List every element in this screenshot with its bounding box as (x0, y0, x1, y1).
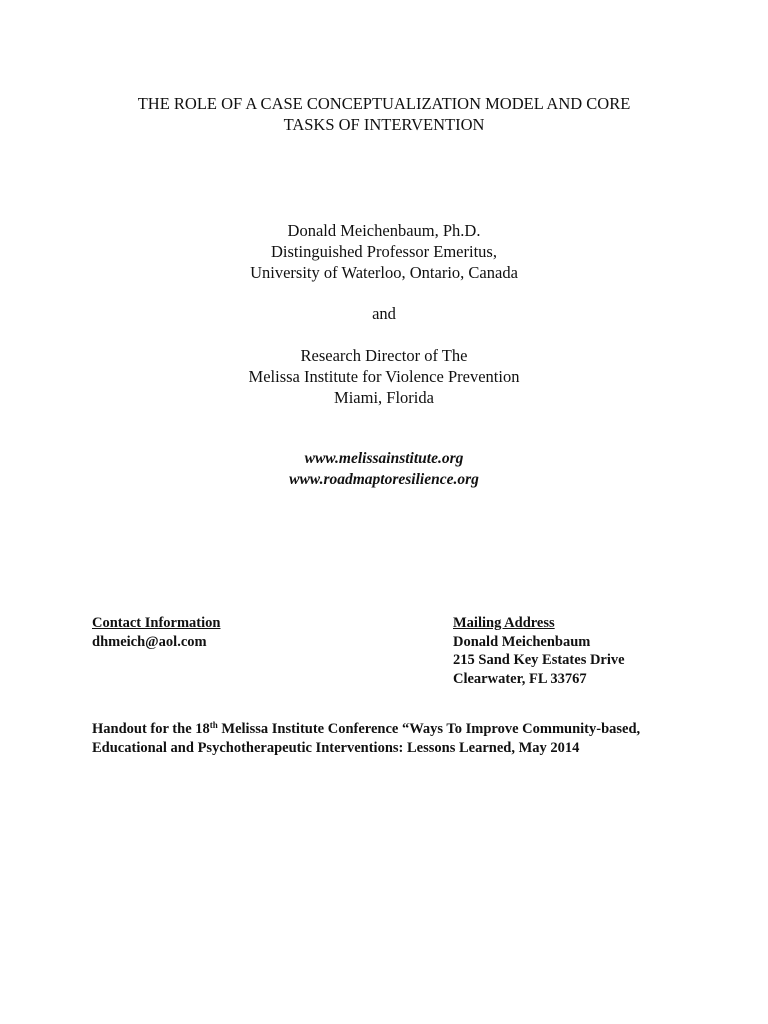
link-roadmap-to-resilience[interactable]: www.roadmaptoresilience.org (289, 471, 479, 488)
mailing-address (453, 614, 625, 688)
handout-line-1-rest: Melissa Institute Conference “Ways To Improve Community-based, (217, 721, 641, 737)
mailing-city: Clearwater, FL 33767 (453, 670, 587, 687)
handout-ordinal-suffix: th (209, 720, 218, 730)
institute-block (40, 345, 728, 408)
institute-name: Melissa Institute for Violence Prevention (248, 367, 520, 386)
author-block (40, 220, 728, 283)
mailing-street: 215 Sand Key Estates Drive (453, 652, 625, 668)
handout-line-1 (92, 720, 732, 739)
institute-location: Miami, Florida (334, 388, 434, 407)
website-links (40, 448, 728, 490)
title-line-2: TASKS OF INTERVENTION (283, 115, 485, 134)
institute-role: Research Director of The (300, 346, 468, 365)
contact-heading: Contact Information (92, 615, 221, 631)
handout-note (92, 720, 732, 758)
author-name: Donald Meichenbaum, Ph.D. (287, 221, 481, 240)
contact-email[interactable]: dhmeich@aol.com (92, 633, 207, 650)
handout-line-2: Educational and Psychotherapeutic Interventions: Lessons Learned, May 2014 (92, 740, 580, 756)
title-line-1: THE ROLE OF A CASE CONCEPTUALIZATION MODEL AND CORE (137, 94, 631, 113)
connector-text (40, 303, 728, 324)
link-melissa-institute[interactable]: www.melissainstitute.org (304, 450, 464, 467)
contact-information (92, 614, 220, 651)
document-title (40, 93, 728, 135)
mailing-heading: Mailing Address (453, 615, 555, 631)
author-affiliation: University of Waterloo, Ontario, Canada (250, 263, 518, 282)
handout-prefix: Handout for the 18 (92, 721, 210, 737)
and-word: and (372, 304, 396, 323)
author-position: Distinguished Professor Emeritus, (271, 242, 497, 261)
mailing-name: Donald Meichenbaum (453, 633, 591, 650)
